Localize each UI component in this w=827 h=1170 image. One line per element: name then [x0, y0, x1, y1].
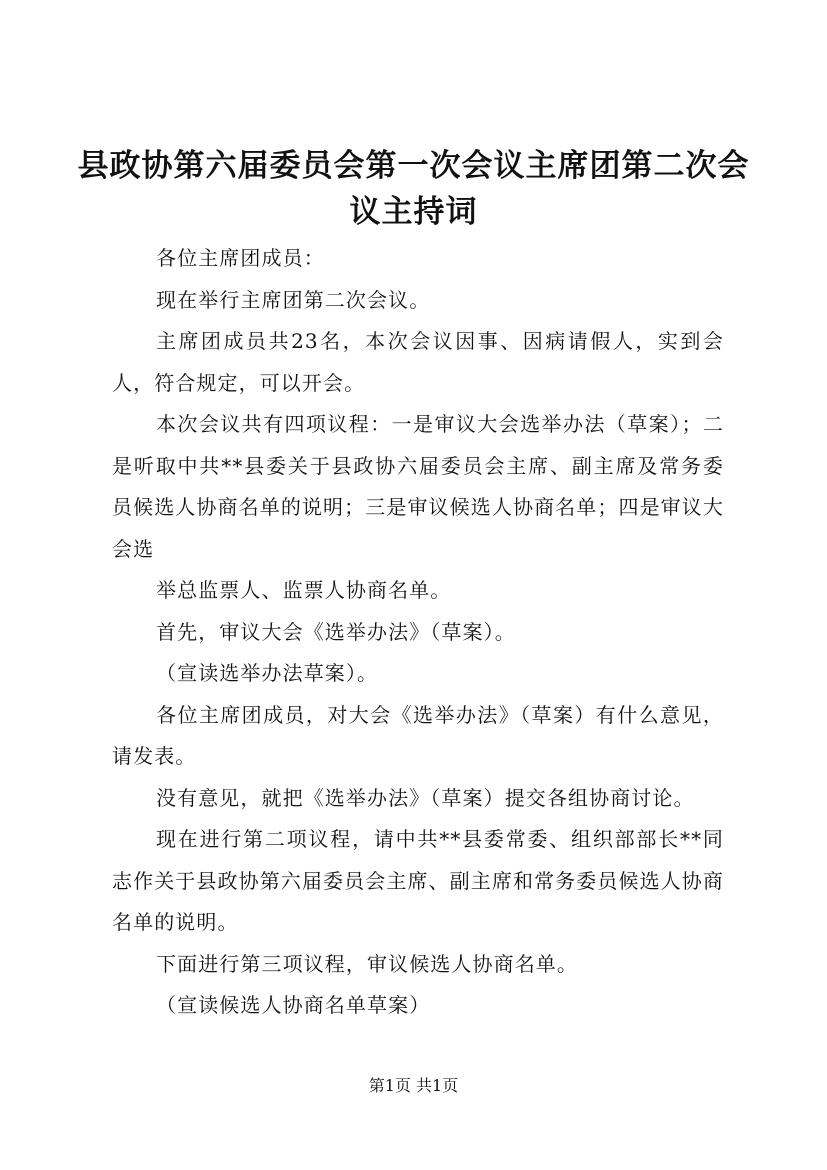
- paragraph-attendance: 主席团成员共23名，本次会议因事、因病请假人，实到会人，符合规定，可以开会。: [112, 329, 724, 395]
- document-title: 县政协第六届委员会第一次会议主席团第二次会议主持词: [77, 148, 750, 230]
- page-footer: [0, 1076, 827, 1096]
- paragraph-third-item: 下面进行第三项议程，审议候选人协商名单。: [156, 951, 578, 976]
- paragraph-first-item: 首先，审议大会《选举办法》（草案）。: [156, 619, 516, 644]
- paragraph-submit-discussion: 没有意见，就把《选举办法》（草案）提交各组协商讨论。: [156, 785, 695, 810]
- page-number-label: 第1页 共1页: [368, 1076, 459, 1095]
- paragraph-second-item: 现在进行第二项议程，请中共**县委常委、组织部部长**同志作关于县政协第六届委员会主席、副主席和常务委员候选人协商名单的说明。: [112, 827, 724, 934]
- paragraph-read-election-rules: （宣读选举办法草案）。: [156, 661, 379, 685]
- document-body: [112, 238, 724, 1027]
- paragraph-agenda: 本次会议共有四项议程：一是审议大会选举办法（草案）；二是听取中共**县委关于县政协六届委员会主席、副主席及常务委员候选人协商名单的说明；三是审议候选人协商名单；四是审议大会选: [112, 412, 724, 561]
- paragraph-read-candidate-list: （宣读候选人协商名单草案）: [156, 993, 431, 1017]
- paragraph-agenda-continued: 举总监票人、监票人协商名单。: [156, 578, 452, 602]
- paragraph-request-opinions: 各位主席团成员，对大会《选举办法》（草案）有什么意见，请发表。: [112, 702, 724, 768]
- paragraph-salutation: 各位主席团成员：: [156, 246, 325, 270]
- paragraph-opening: 现在举行主席团第二次会议。: [156, 287, 431, 312]
